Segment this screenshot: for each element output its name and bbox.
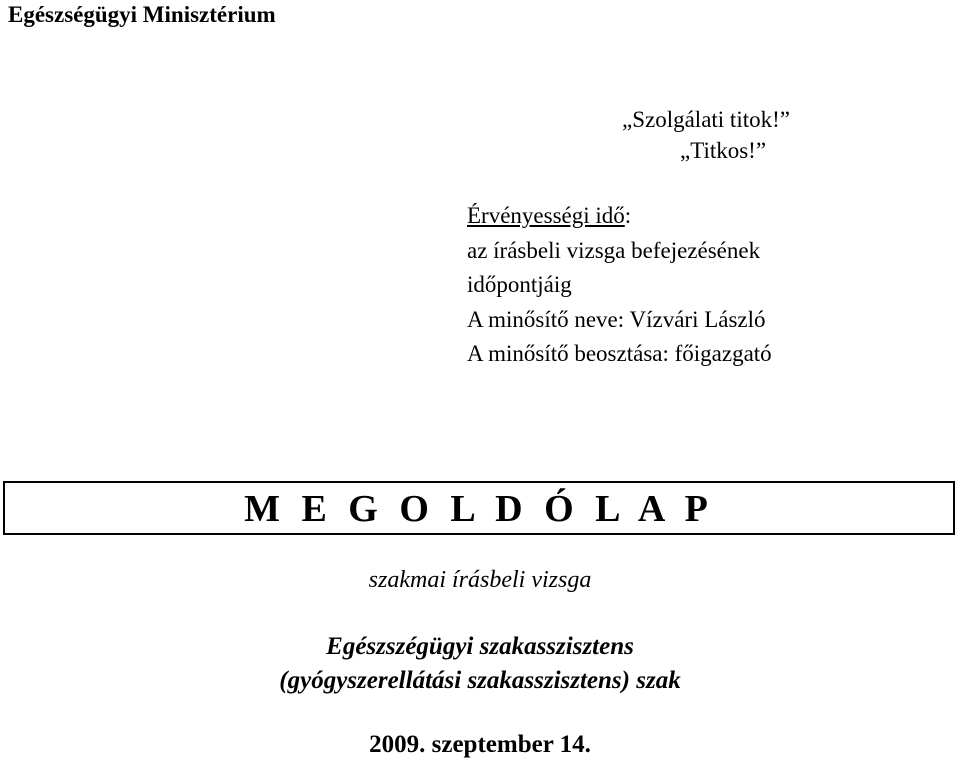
profession-line-1: Egészszégügyi szakasszisztens: [326, 633, 634, 660]
title-box: [3, 481, 955, 535]
validity-line-1: az írásbeli vizsga befejezésének: [467, 237, 761, 263]
classifier-position: A minősítő beosztása: főigazgató: [467, 341, 772, 366]
profession-line-2: (gyógyszerellátási szakasszisztens) szak: [279, 667, 681, 694]
exam-date: 2009. szeptember 14.: [369, 731, 591, 758]
validity-block: [467, 199, 772, 372]
exam-type: szakmai írásbeli vizsga: [368, 567, 592, 593]
classification-line-2: „Titkos!”: [680, 138, 767, 163]
validity-label-suffix: :: [624, 203, 632, 228]
validity-label: Érvényességi idő: [467, 203, 625, 228]
document-title: M E G O L D Ó L A P: [244, 488, 714, 530]
classification-block: [622, 104, 790, 166]
classifier-name: A minősítő neve: Vízvári László: [467, 306, 766, 332]
validity-line-2: időpontjáig: [467, 272, 572, 297]
profession-block: [0, 630, 960, 698]
ministry-header: Egészségügyi Minisztérium: [8, 2, 276, 27]
validity-label-row: [467, 199, 772, 234]
classification-line-1: „Szolgálati titok!”: [622, 107, 790, 132]
